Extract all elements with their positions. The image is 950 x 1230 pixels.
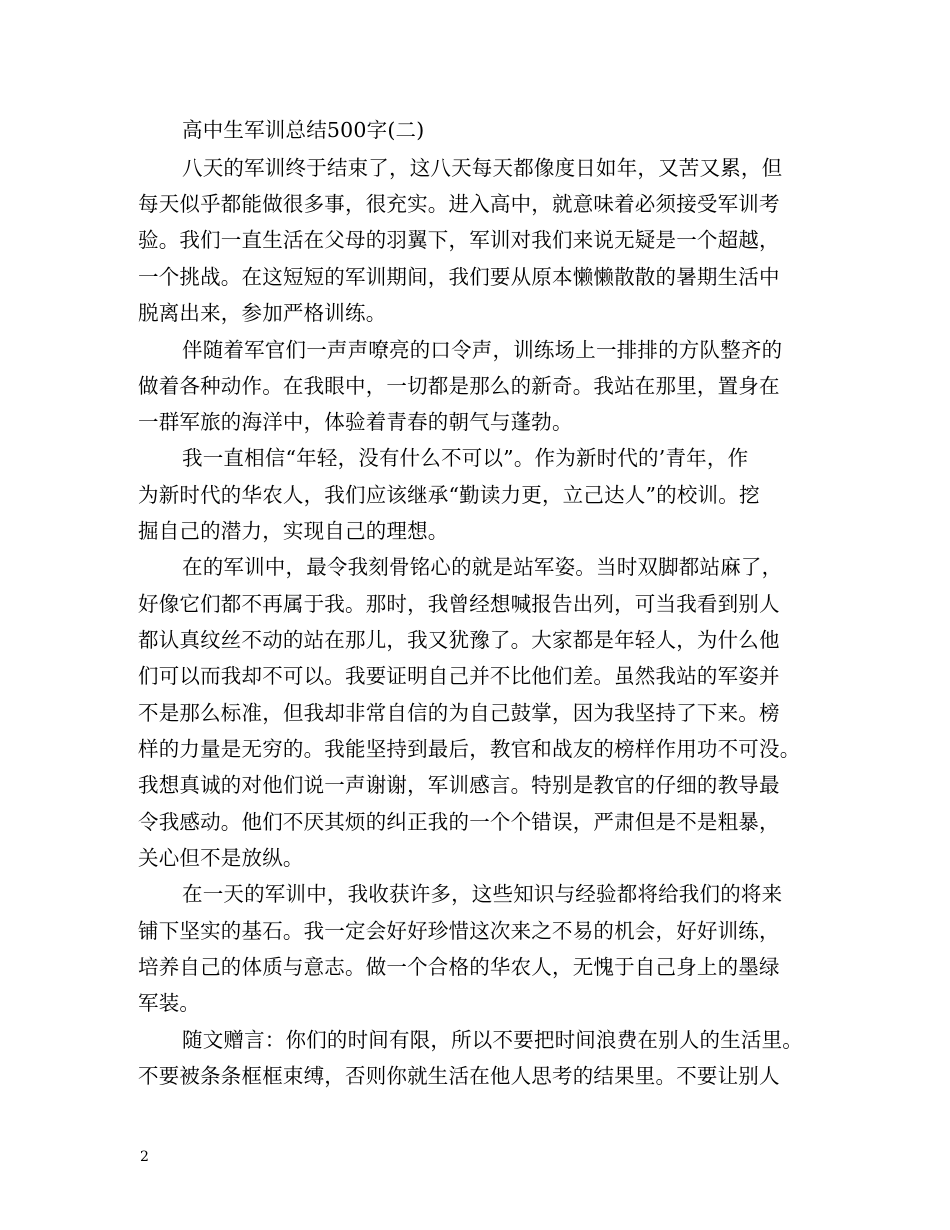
paragraph-line: 不要被条条框框束缚，否则你就生活在他人思考的结果里。不要让别人 (138, 1064, 780, 1088)
paragraph-line: 我一直相信“年轻，没有什么不可以”。作为新时代的’青年，作 (182, 446, 749, 470)
paragraph-line: 一群军旅的海洋中，体验着青春的朝气与蓬勃。 (138, 410, 573, 434)
paragraph-line: 一个挑战。在这短短的军训期间，我们要从原本懒懒散散的暑期生活中 (138, 265, 780, 289)
paragraph-line: 每天似乎都能做很多事，很充实。进入高中，就意味着必须接受军训考 (138, 192, 780, 216)
paragraph-line: 八天的军训终于结束了，这八天每天都像度日如年，又苦又累，但 (182, 156, 783, 180)
paragraph-line: 掘自己的潜力，实现自己的理想。 (138, 519, 449, 543)
paragraph-line: 铺下坚实的基石。我一定会好好珍惜这次来之不易的机会，好好训练， (138, 919, 780, 943)
paragraph-line: 都认真纹丝不动的站在那儿，我又犹豫了。大家都是年轻人，为什么他 (138, 628, 780, 652)
paragraph-line: 在的军训中，最令我刻骨铭心的就是站军姿。当时双脚都站麻了， (182, 555, 783, 579)
paragraph-line: 培养自己的体质与意志。做一个合格的华农人，无愧于自己身上的墨绿 (138, 955, 780, 979)
paragraph-line: 为新时代的华农人，我们应该继承“勤读力更，立己达人”的校训。挖 (138, 483, 760, 507)
paragraph-line: 样的力量是无穷的。我能坚持到最后，教官和战友的榜样作用功不可没。 (138, 737, 801, 761)
paragraph-line: 关心但不是放纵。 (138, 846, 304, 870)
document-title: 高中生军训总结500字(二) (182, 118, 425, 142)
paragraph-line: 们可以而我却不可以。我要证明自己并不比他们差。虽然我站的军姿并 (138, 664, 780, 688)
paragraph-line: 不是那么标准，但我却非常自信的为自己鼓掌，因为我坚持了下来。榜 (138, 701, 780, 725)
paragraph-line: 伴随着军官们一声声嘹亮的口令声，训练场上一排排的方队整齐的 (182, 338, 783, 362)
paragraph-line: 令我感动。他们不厌其烦的纠正我的一个个错误，严肃但是不是粗暴， (138, 810, 780, 834)
paragraph-line: 军装。 (138, 991, 201, 1015)
paragraph-line: 好像它们都不再属于我。那时，我曾经想喊报告出列，可当我看到别人 (138, 592, 780, 616)
page-number: 2 (140, 1149, 149, 1165)
paragraph-line: 验。我们一直生活在父母的羽翼下，军训对我们来说无疑是一个超越， (138, 228, 780, 252)
paragraph-line: 随文赠言：你们的时间有限，所以不要把时间浪费在别人的生活里。 (182, 1028, 803, 1052)
paragraph-line: 在一天的军训中，我收获许多，这些知识与经验都将给我们的将来 (182, 882, 783, 906)
paragraph-line: 我想真诚的对他们说一声谢谢，军训感言。特别是教官的仔细的教导最 (138, 773, 780, 797)
paragraph-line: 做着各种动作。在我眼中，一切都是那么的新奇。我站在那里，置身在 (138, 374, 780, 398)
paragraph-line: 脱离出来，参加严格训练。 (138, 301, 387, 325)
